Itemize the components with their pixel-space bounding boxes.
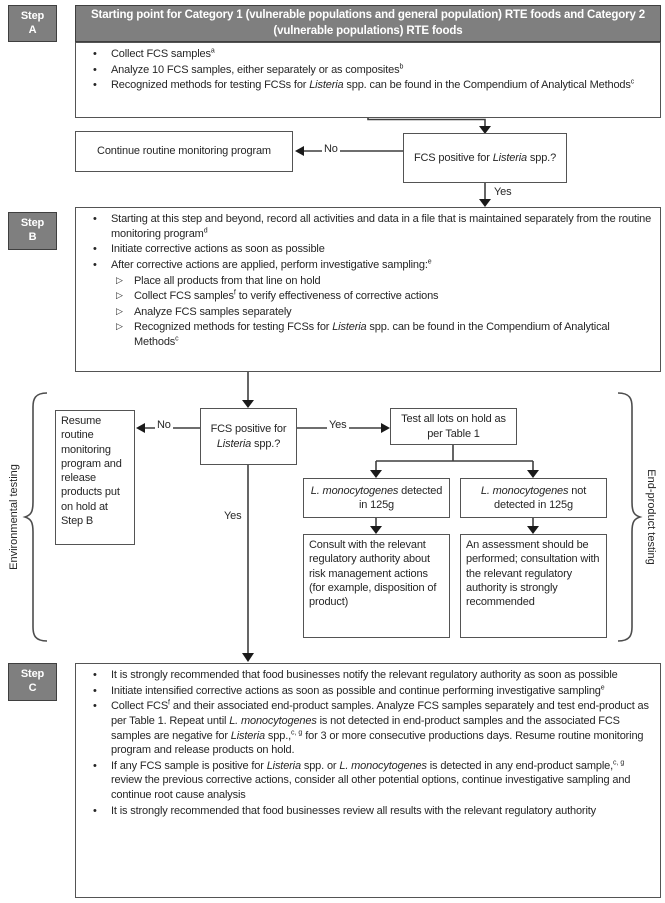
bullet-text: If any FCS sample is positive for Listeria spp. or L. monocytogenes is detected in any end-product sample,$^{c, g}$ review the previous corrective actions, consider all other potential options, continue investigative sampling and continue root cause analysis bbox=[111, 759, 631, 801]
environmental-testing-label: Environmental testing bbox=[8, 464, 20, 570]
bullet-text: Recognized methods for testing FCSs for Listeria spp. can be found in the Compendium of Analytical Methods$^c$ bbox=[134, 321, 610, 348]
bullet-text: Initiate intensified corrective actions as soon as possible and continue performing investigative sampling$^e$ bbox=[111, 683, 605, 697]
bracket-left bbox=[25, 393, 47, 641]
lm-detected-box bbox=[303, 478, 450, 518]
sub-bullet-marker: ▷ bbox=[116, 290, 123, 301]
test-all-lots-text: Test all lots on hold as per Table 1 bbox=[401, 413, 506, 440]
step-b-box bbox=[75, 207, 661, 372]
continue-monitoring-box bbox=[75, 131, 293, 172]
arrowhead bbox=[381, 423, 390, 433]
arrowhead bbox=[136, 423, 145, 433]
bullet-item bbox=[78, 684, 654, 699]
label-yes-mid: Yes bbox=[329, 419, 347, 431]
bullet-item bbox=[78, 78, 654, 93]
resume-monitoring-box bbox=[55, 410, 135, 545]
decision-fcs-positive-top bbox=[403, 133, 567, 183]
sub-bullet-item bbox=[78, 274, 654, 289]
bullet-item bbox=[78, 63, 654, 78]
step-letter: B bbox=[28, 231, 37, 243]
step-a-label bbox=[8, 5, 57, 42]
label-no-mid: No bbox=[157, 419, 171, 431]
arrowhead bbox=[527, 470, 539, 478]
consult-authority-box bbox=[303, 534, 450, 638]
step-b-label bbox=[8, 212, 57, 250]
consult-authority-text: Consult with the relevant regulatory authority about risk management actions (for example, disposition of product) bbox=[309, 539, 437, 609]
continue-monitoring-text: Continue routine monitoring program bbox=[97, 145, 271, 158]
bullet-item bbox=[78, 668, 654, 683]
bullet-text: Analyze 10 FCS samples, either separately or as composites$^b$ bbox=[111, 62, 404, 76]
bullet-marker: • bbox=[93, 243, 97, 256]
bullet-marker: • bbox=[93, 669, 97, 681]
bullet-item bbox=[78, 258, 654, 273]
bullet-marker: • bbox=[93, 63, 97, 76]
lm-not-detected-text: L. monocytogenes not detected in 125g bbox=[480, 484, 587, 511]
bullet-marker: • bbox=[93, 48, 97, 60]
arrowhead bbox=[370, 526, 382, 534]
header-title: Starting point for Category 1 (vulnerable populations and general population) RTE foods and Category 2 (vulnerable populations) RTE foods bbox=[91, 8, 645, 37]
connector-test-split bbox=[376, 445, 533, 471]
bullet-item bbox=[78, 699, 654, 758]
bullet-item bbox=[78, 212, 654, 241]
decision-mid-text: FCS positive for Listeria spp.? bbox=[210, 423, 287, 450]
bullet-item bbox=[78, 47, 654, 62]
decision-fcs-positive-mid bbox=[200, 408, 297, 465]
lm-not-detected-box bbox=[460, 478, 607, 518]
bullet-item bbox=[78, 804, 654, 819]
bullet-marker: • bbox=[93, 759, 97, 772]
assessment-box bbox=[460, 534, 607, 638]
arrowhead bbox=[295, 146, 304, 156]
step-a-box bbox=[75, 42, 661, 118]
sub-bullet-marker: ▷ bbox=[116, 274, 123, 285]
sub-bullet-item bbox=[78, 320, 654, 349]
bullet-marker: • bbox=[93, 700, 97, 713]
sub-bullet-marker: ▷ bbox=[116, 321, 123, 332]
assessment-text: An assessment should be performed; consultation with the relevant regulatory authority is strongly recommended bbox=[466, 539, 600, 609]
bullet-marker: • bbox=[93, 804, 97, 817]
arrowhead bbox=[242, 400, 254, 408]
bullet-item bbox=[78, 242, 654, 257]
sub-bullet-item bbox=[78, 305, 654, 320]
resume-monitoring-text: Resume routine monitoring program and release products put on hold at Step B bbox=[61, 415, 122, 528]
step-c-box bbox=[75, 663, 661, 898]
sub-bullet-marker: ▷ bbox=[116, 305, 123, 316]
bullet-marker: • bbox=[93, 258, 97, 271]
bullet-text: It is strongly recommended that food businesses review all results with the relevant regulatory authority bbox=[111, 804, 596, 817]
label-no-top: No bbox=[324, 143, 338, 155]
bullet-item bbox=[78, 759, 654, 803]
arrowhead bbox=[242, 653, 254, 662]
step-letter: A bbox=[28, 23, 37, 36]
bullet-text: Starting at this step and beyond, record all activities and data in a file that is maintained separately from the routine monitoring program$^d$ bbox=[111, 213, 652, 240]
sub-bullet-item bbox=[78, 289, 654, 304]
bullet-text: Analyze FCS samples separately bbox=[134, 305, 292, 318]
bullet-text: It is strongly recommended that food businesses notify the relevant regulatory authority as soon as possible bbox=[111, 669, 618, 681]
bullet-text: Initiate corrective actions as soon as possible bbox=[111, 243, 325, 256]
label-yes-down: Yes bbox=[224, 510, 242, 522]
connector-stepA-to-decision bbox=[368, 118, 485, 127]
bracket-right bbox=[618, 393, 640, 641]
step-word: Step bbox=[20, 9, 45, 22]
label-yes-top: Yes bbox=[494, 186, 512, 198]
bullet-text: Collect FCS samples$^a$ bbox=[111, 47, 215, 60]
bullet-text: Collect FCS samples$^f$ to verify effectiveness of corrective actions bbox=[134, 289, 439, 303]
bullet-text: Place all products from that line on hold bbox=[134, 274, 321, 287]
bullet-marker: • bbox=[93, 79, 97, 92]
step-c-label bbox=[8, 663, 57, 701]
arrowhead bbox=[527, 526, 539, 534]
test-all-lots-box bbox=[390, 408, 517, 445]
step-word: Step bbox=[20, 668, 45, 681]
decision-top-text: FCS positive for Listeria spp.? bbox=[413, 151, 557, 164]
end-product-testing-label: End-product testing bbox=[645, 469, 657, 565]
bullet-text: Recognized methods for testing FCSs for Listeria spp. can be found in the Compendium of Analytical Methods$^c$ bbox=[111, 78, 635, 92]
step-letter: C bbox=[28, 682, 37, 694]
bullet-marker: • bbox=[93, 213, 97, 225]
bullet-marker: • bbox=[93, 684, 97, 697]
arrowhead bbox=[370, 470, 382, 478]
bullet-text: After corrective actions are applied, perform investigative sampling:$^e$ bbox=[111, 258, 432, 271]
flowchart-header bbox=[75, 5, 661, 42]
step-word: Step bbox=[20, 217, 45, 230]
bullet-text: Collect FCS$^f$ and their associated end-product samples. Analyze FCS samples separately and test end-product as per Table 1. Repeat until L. monocytogenes is not detected in end-product samples and the associated FCS samples are negative for Listeria spp.,$^{c, g}$ for 3 or more consecutive productions days. Resume routine monitoring program and release products on hold. bbox=[111, 699, 649, 757]
lm-detected-text: L. monocytogenes detected in 125g bbox=[310, 484, 443, 511]
arrowhead bbox=[479, 199, 491, 207]
